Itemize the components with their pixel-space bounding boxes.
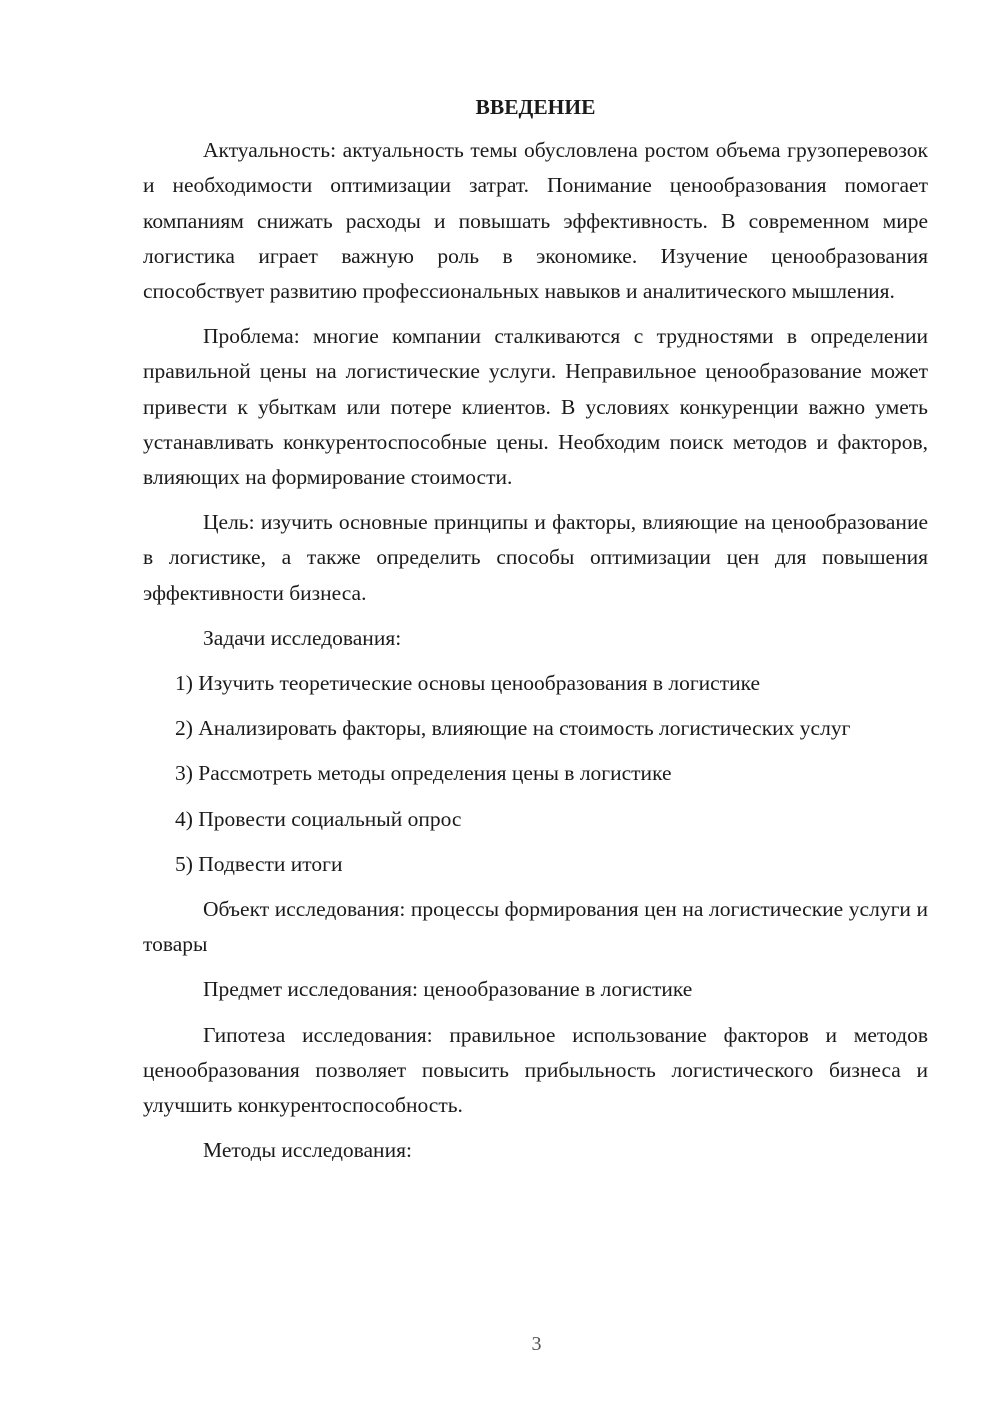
tasks-title: Задачи исследования: [203,625,402,650]
task-item: 2) Анализировать факторы, влияющие на стоимость логистических услуг [175,716,851,741]
task-item: 4) Провести социальный опрос [175,806,462,831]
hypothesis-paragraph: Гипотеза исследования: правильное использование факторов и методов ценообразования позволяет повысить прибыльность логистического бизнеса и улучшить конкурентоспособность. [143,1022,928,1118]
relevance-paragraph: Актуальность: актуальность темы обусловлена ростом объема грузоперевозок и необходимости оптимизации затрат. Понимание ценообразования помогает компаниям снижать расходы и повышать эффективность. В современном мире логистика играет важную роль в экономике. Изучение ценообразования способствует развитию профессиональных навыков и аналитического мышления. [143,138,928,304]
object-paragraph: Объект исследования: процессы формирования цен на логистические услуги и товары [143,897,928,957]
section-heading: ВВЕДЕНИЕ [475,95,596,119]
goal-paragraph: Цель: изучить основные принципы и факторы, влияющие на ценообразование в логистике, а также определить способы оптимизации цен для повышения эффективности бизнеса. [143,510,928,605]
page-number: 3 [531,1333,542,1355]
task-item: 3) Рассмотреть методы определения цены в логистике [175,761,672,786]
methods-title: Методы исследования: [203,1138,412,1163]
task-item: 5) Подвести итоги [175,851,343,876]
document-page [143,90,928,1178]
problem-paragraph: Проблема: многие компании сталкиваются с трудностями в определении правильной цены на логистические услуги. Неправильное ценообразование может привести к убыткам или потере клиентов. В условиях конкуренции важно уметь устанавливать конкурентоспособные цены. Необходим поиск методов и факторов, влияющих на формирование стоимости. [143,324,928,490]
task-item: 1) Изучить теоретические основы ценообразования в логистике [175,671,761,696]
subject-paragraph: Предмет исследования: ценообразование в логистике [203,977,693,1002]
